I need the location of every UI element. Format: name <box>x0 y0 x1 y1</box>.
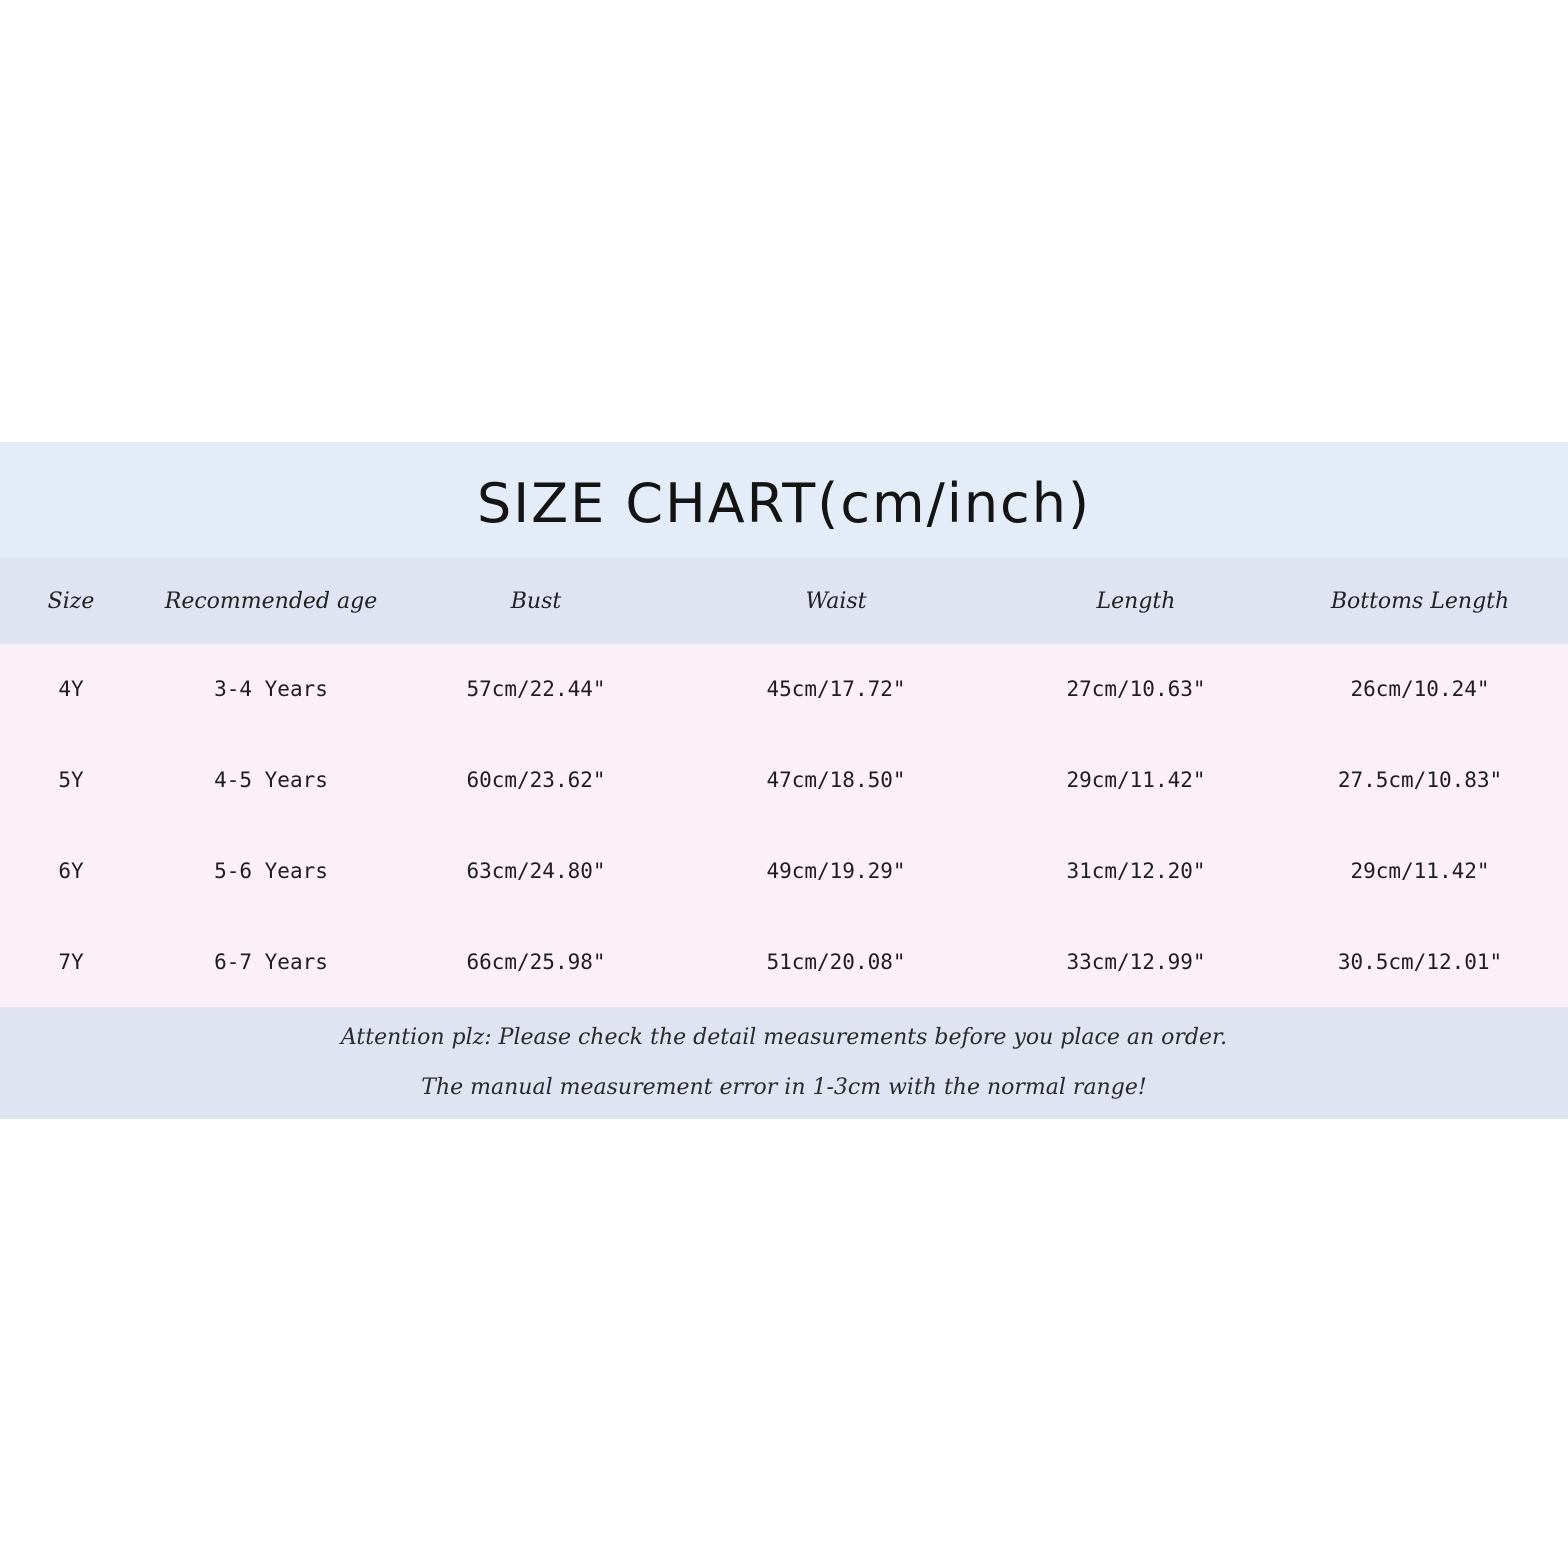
cell-recommended-age: 5-6 Years <box>214 858 328 883</box>
cell-recommended-age: 3-4 Years <box>214 677 328 701</box>
table-header <box>0 558 1568 644</box>
table-row <box>0 734 1568 825</box>
column-header-waist: Waist <box>805 588 867 614</box>
column-header-size: Size <box>47 588 95 614</box>
cell-size: 7Y <box>58 949 84 974</box>
table-body <box>0 644 1568 1007</box>
table-row <box>0 825 1568 916</box>
cell-bottoms-length: 26cm/10.24" <box>1350 677 1490 701</box>
note-line-check-measurements: Attention plz: Please check the detail measurements before you place an order. <box>340 1025 1228 1050</box>
cell-length: 31cm/12.20" <box>1066 858 1206 883</box>
cell-waist: 45cm/17.72" <box>766 677 906 701</box>
cell-size: 5Y <box>58 767 84 792</box>
cell-recommended-age: 4-5 Years <box>214 767 328 792</box>
cell-bottoms-length: 27.5cm/10.83" <box>1337 767 1503 792</box>
table-row <box>0 916 1568 1007</box>
title-band <box>0 442 1568 558</box>
table-row <box>0 644 1568 734</box>
cell-bust: 57cm/22.44" <box>466 677 606 701</box>
cell-size: 6Y <box>58 858 84 883</box>
cell-size: 4Y <box>58 677 84 701</box>
column-header-bottoms-length: Bottoms Length <box>1330 588 1510 614</box>
size-chart <box>0 442 1568 1119</box>
cell-bust: 63cm/24.80" <box>466 858 606 883</box>
chart-title: SIZE CHART(cm/inch) <box>476 471 1092 535</box>
note-line-measurement-error: The manual measurement error in 1-3cm with the normal range! <box>421 1075 1147 1100</box>
cell-length: 33cm/12.99" <box>1066 949 1206 974</box>
cell-length: 27cm/10.63" <box>1066 677 1206 701</box>
column-header-length: Length <box>1096 588 1176 614</box>
attention-note <box>0 1007 1568 1119</box>
cell-waist: 51cm/20.08" <box>766 949 906 974</box>
column-header-recommended-age: Recommended age <box>164 588 378 614</box>
cell-bust: 60cm/23.62" <box>466 767 606 792</box>
cell-recommended-age: 6-7 Years <box>214 949 328 974</box>
cell-bottoms-length: 30.5cm/12.01" <box>1337 949 1503 974</box>
cell-length: 29cm/11.42" <box>1066 767 1206 792</box>
cell-waist: 49cm/19.29" <box>766 858 906 883</box>
cell-bottoms-length: 29cm/11.42" <box>1350 858 1490 883</box>
column-header-bust: Bust <box>510 588 562 614</box>
cell-waist: 47cm/18.50" <box>766 767 906 792</box>
cell-bust: 66cm/25.98" <box>466 949 606 974</box>
